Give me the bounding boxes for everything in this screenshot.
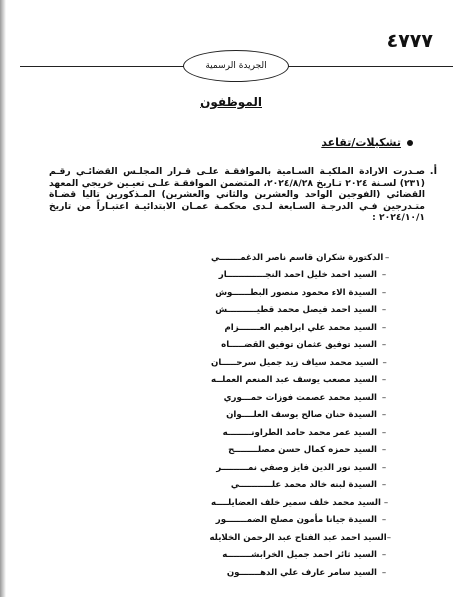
gazette-title-oval bbox=[183, 50, 289, 82]
decision-paragraph: صـدرت الارادة الملكيـة السـامية بالموافقـة علـى قـرار المجلـس القضائـي رقـم (٢٣١) لسـنة ٢٠٢٤ تـاريخ ٢٠٢٤/٨/٢٨، المتضمن الموافقـة علـى تعيـين خريجي المعهد القضائي (الفوجين الواحد والعشرين والثاني والعشرين) المـذكورين تاليا قضـاة متـدرجين فـي الدرجـة السـابعة لـدى محكمـة عمـان الابتدائيـة اعتبـاراً من تاريخ ٢٠٢٤/١٠/١ : bbox=[49, 166, 425, 224]
list-dash: – bbox=[383, 497, 389, 508]
list-item bbox=[211, 354, 391, 372]
list-dash: – bbox=[381, 305, 387, 316]
decision-marker: أ. bbox=[429, 166, 437, 177]
list-dash: – bbox=[381, 567, 387, 578]
section-title: الموظفون bbox=[200, 95, 262, 109]
list-item bbox=[211, 302, 391, 320]
list-dash: – bbox=[381, 515, 387, 526]
list-dash: – bbox=[381, 550, 387, 561]
appointee-name: السيد محمد سياف زيد جميل سرحـــــان bbox=[211, 357, 379, 368]
list-dash: – bbox=[381, 375, 387, 386]
page-number: ٤٧٧٧ bbox=[386, 30, 433, 52]
list-item bbox=[211, 529, 391, 547]
appointee-name: السيدة لبنه خالد محمد علـــــــــــي bbox=[230, 480, 377, 491]
list-item bbox=[211, 442, 391, 460]
list-item bbox=[211, 337, 391, 355]
page-edge-shadow bbox=[0, 0, 6, 597]
appointee-name: السيدة جيانا مأمون مصلح الضمـــــــور bbox=[215, 515, 377, 526]
appointee-name: السيد حمزه كمال حسن مصلــــــــح bbox=[228, 445, 377, 456]
list-dash: – bbox=[382, 357, 387, 368]
appointee-name: السيد محمد علي ابراهيم العـــــــزام bbox=[224, 322, 377, 333]
appointee-name: السيد احمد خليل احمد النجـــــــــــــار bbox=[218, 270, 377, 281]
appointee-name: السيد احمد فيصل محمد قطيــــــــــش bbox=[215, 305, 377, 316]
appointee-name: السيدة الاء محمود منصور البطــــــوش bbox=[215, 287, 377, 298]
appointee-name: السيد احمد عبد الفتاح عبد الرحمن الخلايله bbox=[209, 532, 387, 543]
list-item bbox=[211, 284, 391, 302]
list-dash: – bbox=[381, 480, 387, 491]
list-item bbox=[211, 389, 391, 407]
list-dash: – bbox=[381, 427, 387, 438]
list-item bbox=[211, 319, 391, 337]
appointee-name: السيد محمد عصمت فوزات حمـــوري bbox=[223, 392, 377, 403]
list-dash: – bbox=[381, 322, 387, 333]
list-dash: – bbox=[381, 270, 387, 281]
list-item bbox=[211, 547, 391, 565]
list-dash: – bbox=[381, 287, 387, 298]
appointee-name: السيد توفيق عثمان توفيق القضـــــاه bbox=[221, 340, 377, 351]
list-item bbox=[211, 407, 391, 425]
appointee-name: الدكتورة شكران قاسم ناصر الدغمـــــــي bbox=[211, 252, 384, 263]
list-item bbox=[211, 424, 391, 442]
subheading-text: تشكيلات/تقاعد bbox=[321, 136, 401, 149]
appointee-name: السيد نور الدين فايز وصفي نمـــــــــر bbox=[216, 462, 377, 473]
list-item bbox=[211, 564, 391, 582]
appointee-name: السيد محمد خلف سمير خلف العضايلــــه bbox=[211, 497, 381, 508]
gazette-title: الجريدة الرسمية bbox=[205, 61, 267, 71]
list-item bbox=[211, 267, 391, 285]
list-item bbox=[211, 494, 391, 512]
list-dash: – bbox=[386, 532, 391, 543]
list-dash: – bbox=[381, 445, 387, 456]
appointees-list bbox=[211, 249, 391, 582]
list-dash: – bbox=[384, 252, 390, 263]
list-dash: – bbox=[381, 410, 387, 421]
bullet-icon bbox=[407, 140, 413, 146]
appointee-name: السيد مصعب يوسف عبد المنعم العملــه bbox=[211, 375, 378, 386]
appointee-name: السيدة حنان صالح يوسف العلــــوان bbox=[226, 410, 377, 421]
list-item bbox=[211, 459, 391, 477]
list-item bbox=[211, 512, 391, 530]
list-item bbox=[211, 477, 391, 495]
appointee-name: السيد عمر محمد حامد الطراونــــــــه bbox=[222, 427, 377, 438]
list-item bbox=[211, 372, 391, 390]
list-item bbox=[211, 249, 391, 267]
list-dash: – bbox=[381, 340, 387, 351]
subheading bbox=[321, 136, 413, 149]
list-dash: – bbox=[381, 462, 387, 473]
appointee-name: السيد ثائر احمد جميل الخرابشــــــــه bbox=[222, 550, 377, 561]
appointee-name: السيد سامر عارف علي الدهـــــــون bbox=[226, 567, 377, 578]
list-dash: – bbox=[381, 392, 387, 403]
